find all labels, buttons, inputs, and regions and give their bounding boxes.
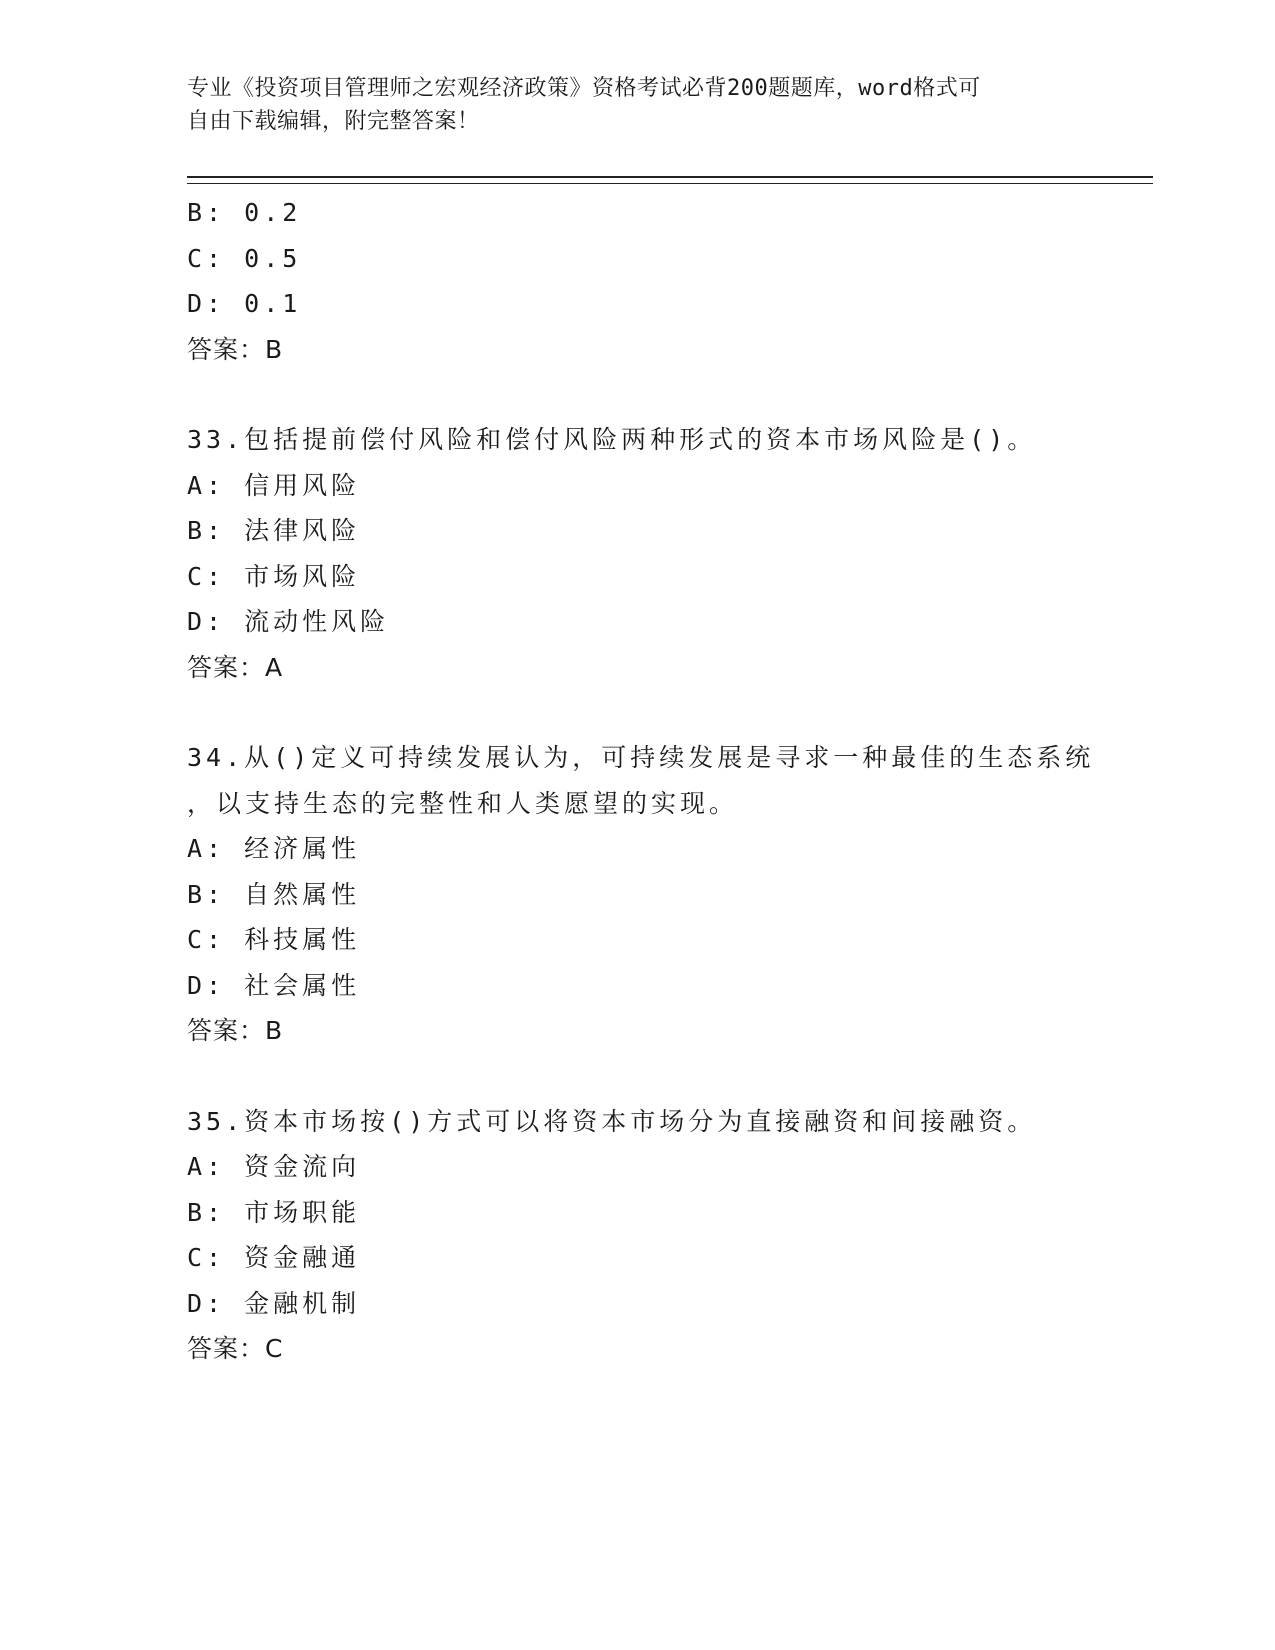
question-34 [187,735,1095,1054]
option-b: B: 法律风险 [187,516,361,545]
option-a: A: 经济属性 [187,834,361,863]
question-stem: 34.从()定义可持续发展认为，可持续发展是寻求一种最佳的生态系统 [187,743,1095,772]
header-divider [187,176,1153,184]
question-stem-continued: ，以支持生态的完整性和人类愿望的实现。 [187,788,739,818]
answer-line: 答案：C [187,1334,284,1363]
option-b: B: 市场职能 [187,1197,361,1227]
option-d: D: 社会属性 [187,970,361,1000]
option-b: B: 0.2 [187,198,302,227]
spacer [187,372,1087,417]
header-title-line-2: 自由下载编辑，附完整答案！ [187,109,480,134]
option-d: D: 0.1 [187,289,302,318]
question-35 [187,1099,1087,1372]
option-c: C: 0.5 [187,243,302,273]
document-body [187,190,1095,1372]
header-title-line-1: 专业《投资项目管理师之宏观经济政策》资格考试必背200题题库，word格式可 [187,76,981,101]
page-header [187,72,1067,138]
option-c: C: 科技属性 [187,925,361,954]
option-c: C: 市场风险 [187,561,361,591]
answer-line: 答案：A [187,652,284,682]
answer-line: 答案：B [187,334,284,364]
question-stem: 35.资本市场按()方式可以将资本市场分为直接融资和间接融资。 [187,1106,1037,1136]
question-33 [187,417,1087,690]
option-a: A: 资金流向 [187,1152,361,1181]
answer-line: 答案：B [187,1016,284,1045]
question-32-continued [187,190,1087,372]
spacer [187,690,1087,735]
option-a: A: 信用风险 [187,470,361,500]
option-b: B: 自然属性 [187,879,361,909]
option-c: C: 资金融通 [187,1243,361,1272]
question-stem: 33.包括提前偿付风险和偿付风险两种形式的资本市场风险是()。 [187,425,1037,454]
option-d: D: 金融机制 [187,1288,361,1318]
option-d: D: 流动性风险 [187,607,390,636]
spacer [187,1054,1087,1099]
